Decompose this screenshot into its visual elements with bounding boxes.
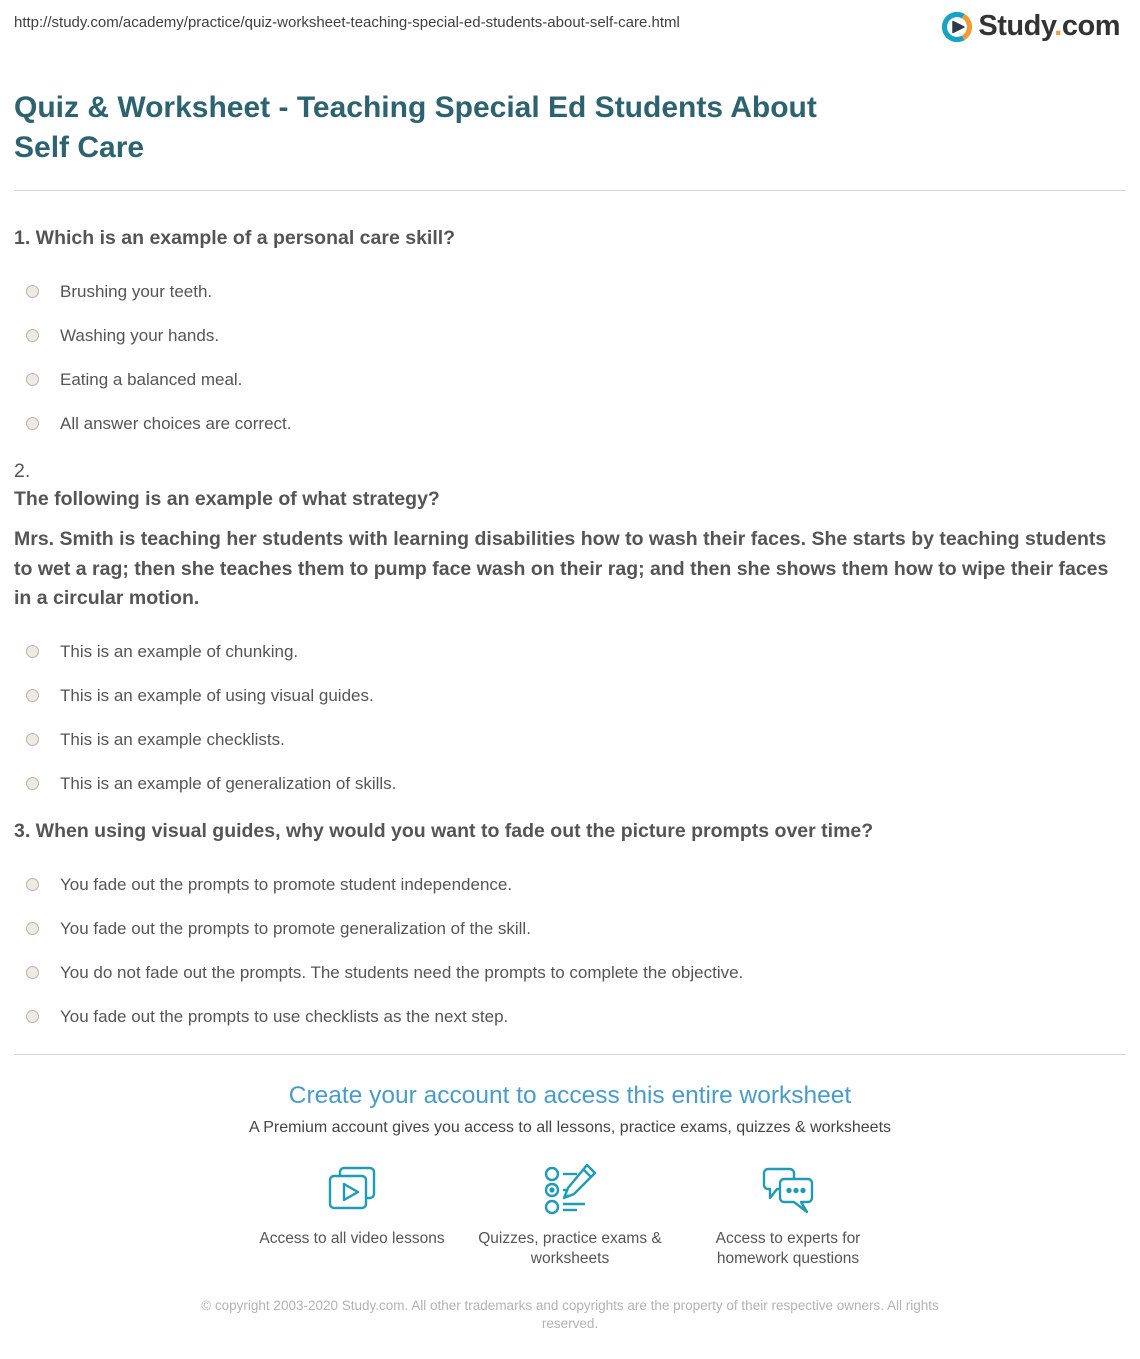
- option-label: You fade out the prompts to promote student independence.: [60, 874, 513, 894]
- option-label: Eating a balanced meal.: [60, 370, 243, 389]
- question-1-option-3[interactable]: [14, 370, 1126, 389]
- question-2-passage: Mrs. Smith is teaching her students with learning disabilities how to wash their faces. She starts by teaching students to wet a rag; then she teaches them to pump face wash on their rag; and then she shows them how to wipe their faces in a circular motion.: [14, 528, 1109, 609]
- feature-homework-experts: [679, 1163, 897, 1269]
- radio-button[interactable]: [26, 966, 39, 979]
- page-header: [14, 12, 1126, 60]
- radio-button[interactable]: [26, 329, 39, 342]
- divider: [14, 190, 1126, 191]
- video-lessons-icon: [324, 1163, 380, 1219]
- option-label: This is an example of generalization of skills.: [60, 773, 397, 793]
- radio-button[interactable]: [26, 777, 39, 790]
- radio-button[interactable]: [26, 1010, 39, 1023]
- question-1-heading: 1. Which is an example of a personal care skill?: [14, 227, 456, 249]
- question-3-heading: 3. When using visual guides, why would you want to fade out the picture prompts over time?: [14, 819, 874, 842]
- question-2-option-1[interactable]: [14, 642, 1126, 661]
- studycom-logo[interactable]: [941, 10, 1120, 43]
- question-1: [14, 225, 1126, 433]
- option-label: You do not fade out the prompts. The students need the prompts to complete the objective.: [60, 962, 744, 982]
- question-1-option-2[interactable]: [14, 326, 1126, 345]
- studycom-logo-icon: [941, 11, 973, 43]
- question-2-option-3[interactable]: [14, 730, 1126, 749]
- option-label: All answer choices are correct.: [60, 414, 292, 433]
- option-label: Brushing your teeth.: [60, 282, 213, 301]
- feature-video-lessons: [243, 1163, 461, 1269]
- feature-label: Access to all video lessons: [259, 1229, 445, 1247]
- radio-button[interactable]: [26, 417, 39, 430]
- logo-text: Study.com: [978, 10, 1120, 42]
- option-label: This is an example of chunking.: [60, 641, 299, 661]
- option-label: Washing your hands.: [60, 326, 220, 345]
- option-label: This is an example of using visual guides.: [60, 685, 374, 705]
- signup-section: [14, 1081, 1126, 1269]
- question-3: [14, 818, 1126, 1026]
- question-2-option-2[interactable]: [14, 686, 1126, 705]
- feature-label: Quizzes, practice exams & worksheets: [478, 1229, 662, 1267]
- quiz-pencil-icon: [542, 1163, 598, 1219]
- question-3-option-4[interactable]: [14, 1007, 1126, 1026]
- question-2-heading: The following is an example of what strategy?: [14, 488, 440, 510]
- signup-title: Create your account to access this entire worksheet: [288, 1081, 852, 1109]
- question-2: [14, 458, 1126, 793]
- feature-quizzes-worksheets: [461, 1163, 679, 1269]
- page-title: Quiz & Worksheet - Teaching Special Ed Students About Self Care: [14, 91, 817, 164]
- chat-bubbles-icon: [760, 1163, 816, 1219]
- divider: [14, 1054, 1126, 1055]
- question-2-option-4[interactable]: [14, 774, 1126, 793]
- question-2-number: 2.: [14, 460, 31, 482]
- radio-button[interactable]: [26, 689, 39, 702]
- option-label: You fade out the prompts to promote generalization of the skill.: [60, 918, 531, 938]
- signup-subtitle: A Premium account gives you access to all lessons, practice exams, quizzes & worksheets: [248, 1118, 892, 1136]
- copyright-notice: © copyright 2003-2020 Study.com. All other trademarks and copyrights are the property of their respective owners. All rights reserved.: [201, 1297, 939, 1331]
- feature-list: [14, 1163, 1126, 1269]
- feature-label: Access to experts for homework questions: [715, 1229, 861, 1267]
- question-3-option-1[interactable]: [14, 875, 1126, 894]
- radio-button[interactable]: [26, 878, 39, 891]
- radio-button[interactable]: [26, 285, 39, 298]
- radio-button[interactable]: [26, 645, 39, 658]
- radio-button[interactable]: [26, 733, 39, 746]
- question-3-option-2[interactable]: [14, 919, 1126, 938]
- radio-button[interactable]: [26, 922, 39, 935]
- option-label: This is an example checklists.: [60, 729, 285, 749]
- question-3-option-3[interactable]: [14, 963, 1126, 982]
- option-label: You fade out the prompts to use checklists as the next step.: [60, 1006, 509, 1026]
- play-icon: [953, 21, 964, 32]
- question-1-option-4[interactable]: [14, 414, 1126, 433]
- question-1-option-1[interactable]: [14, 282, 1126, 301]
- radio-button[interactable]: [26, 373, 39, 386]
- page-url: http://study.com/academy/practice/quiz-worksheet-teaching-special-ed-students-about-self-care.html: [14, 14, 680, 31]
